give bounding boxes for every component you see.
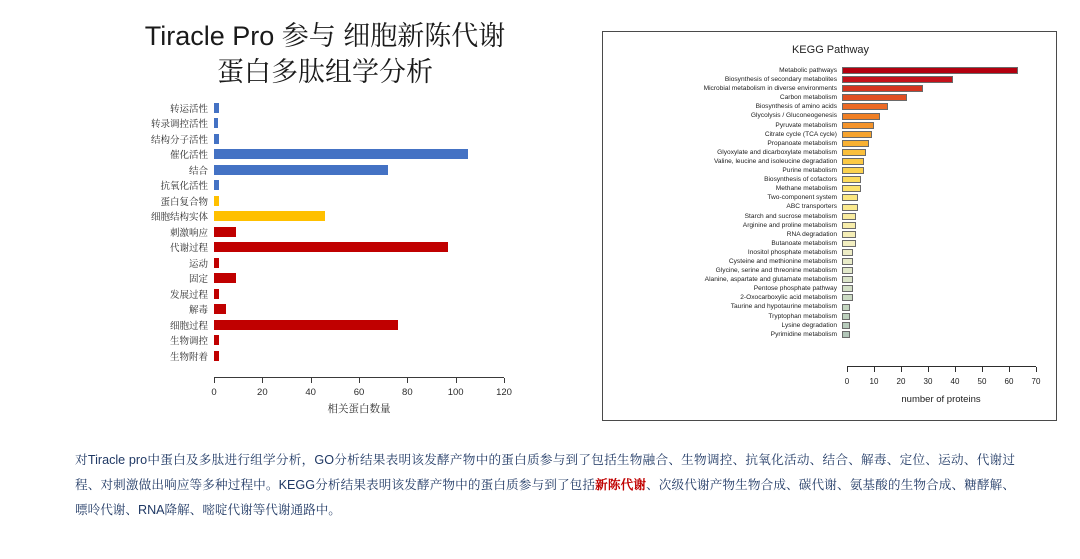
kegg-bar	[842, 76, 953, 83]
kegg-bar	[842, 185, 861, 192]
kegg-bar	[842, 67, 1018, 74]
kegg-axis-tick	[982, 367, 983, 372]
kegg-bar-cell	[842, 157, 1045, 166]
kegg-bar	[842, 140, 869, 147]
kegg-chart-row	[613, 212, 1048, 221]
kegg-bar	[842, 313, 850, 320]
go-bar-cell	[214, 131, 544, 147]
kegg-bar-cell	[842, 111, 1045, 120]
go-bar-cell	[214, 178, 544, 194]
kegg-category-label: Two-component system	[767, 194, 837, 202]
go-bar	[214, 227, 236, 237]
kegg-bar-cell	[842, 293, 1045, 302]
go-bar	[214, 134, 219, 144]
go-bar	[214, 304, 226, 314]
kegg-category-label: Butanoate metabolism	[771, 239, 837, 247]
go-chart-row	[120, 116, 550, 132]
kegg-bar-cell	[842, 302, 1045, 311]
kegg-chart-row	[613, 275, 1048, 284]
kegg-chart-row	[613, 84, 1048, 93]
go-axis-tick-label: 60	[353, 387, 365, 398]
go-bar	[214, 351, 219, 361]
go-bar	[214, 211, 325, 221]
go-bar-cell	[214, 116, 544, 132]
kegg-category-label: Pyruvate metabolism	[775, 121, 837, 129]
kegg-bar	[842, 94, 907, 101]
go-bar-cell	[214, 162, 544, 178]
go-chart-row	[120, 209, 550, 225]
kegg-bar	[842, 149, 866, 156]
kegg-chart-row	[613, 175, 1048, 184]
kegg-chart-row	[613, 130, 1048, 139]
kegg-chart-row	[613, 102, 1048, 111]
kegg-axis-tick	[955, 367, 956, 372]
kegg-bar-cell	[842, 66, 1045, 75]
kegg-bar	[842, 267, 853, 274]
go-category-label: 转运活性	[169, 103, 208, 115]
kegg-bar-cell	[842, 121, 1045, 130]
kegg-bar-cell	[842, 248, 1045, 257]
kegg-bar-cell	[842, 75, 1045, 84]
go-chart-row	[120, 224, 550, 240]
kegg-category-label: Propanoate metabolism	[767, 139, 837, 147]
go-axis-tick	[311, 378, 312, 383]
kegg-category-label: Cysteine and methionine metabolism	[728, 257, 837, 265]
kegg-category-label: Glyoxylate and dicarboxylate metabolism	[717, 148, 837, 156]
kegg-category-label: Carbon metabolism	[779, 94, 837, 102]
kegg-chart-row	[613, 266, 1048, 275]
kegg-bar	[842, 204, 858, 211]
kegg-category-label: Inositol phosphate metabolism	[747, 248, 837, 256]
kegg-chart-row	[613, 293, 1048, 302]
go-bar	[214, 196, 219, 206]
kegg-bar-cell	[842, 193, 1045, 202]
go-bar-cell	[214, 209, 544, 225]
kegg-bar-cell	[842, 184, 1045, 193]
kegg-category-label: Microbial metabolism in diverse environments	[703, 85, 837, 93]
title-line-2: 蛋白多肽组学分析	[217, 57, 433, 88]
kegg-bar	[842, 122, 874, 129]
kegg-bar-cell	[842, 312, 1045, 321]
go-axis-tick-label: 100	[447, 387, 464, 398]
go-bar	[214, 320, 398, 330]
go-category-label: 催化活性	[169, 150, 208, 162]
go-chart-rows	[120, 100, 550, 364]
go-bar-cell	[214, 224, 544, 240]
kegg-category-label: Metabolic pathways	[779, 67, 837, 74]
kegg-category-label: Lysine degradation	[781, 321, 837, 329]
go-bar-cell	[214, 302, 544, 318]
go-bar	[214, 149, 468, 159]
kegg-axis-tick-label: 10	[869, 377, 879, 386]
kegg-bar	[842, 322, 850, 329]
kegg-axis-tick-label: 30	[923, 377, 933, 386]
go-category-label: 生物调控	[169, 336, 208, 348]
kegg-chart-row	[613, 230, 1048, 239]
kegg-bar-cell	[842, 212, 1045, 221]
go-chart-row	[120, 348, 550, 364]
go-axis-tick-label: 40	[305, 387, 316, 398]
kegg-bar	[842, 194, 858, 201]
kegg-category-label: Glycine, serine and threonine metabolism	[715, 267, 837, 275]
go-category-label: 固定	[188, 274, 208, 286]
kegg-chart-row	[613, 202, 1048, 211]
go-category-label: 发展过程	[169, 289, 208, 301]
kegg-chart-row	[613, 157, 1048, 166]
kegg-bar	[842, 249, 853, 256]
kegg-bar	[842, 103, 888, 110]
caption-part-2: 、次级代谢产物生物合成、碳代谢、氨基酸的生物合成、糖酵解、嘌呤代谢、RNA降解、嘧啶代谢等代谢通路中。	[75, 478, 1016, 518]
kegg-chart-row	[613, 302, 1048, 311]
go-bar	[214, 103, 219, 113]
kegg-bar-cell	[842, 230, 1045, 239]
kegg-bar-cell	[842, 202, 1045, 211]
go-axis-tick	[504, 378, 505, 383]
title-line-1: Tiracle Pro 参与 细胞新陈代谢	[144, 21, 506, 51]
go-chart-row	[120, 302, 550, 318]
go-bar-cell	[214, 240, 544, 256]
kegg-chart-row	[613, 284, 1048, 293]
kegg-category-label: Alanine, aspartate and glutamate metabolism	[704, 276, 837, 284]
kegg-axis-tick-label: 0	[844, 377, 850, 386]
kegg-axis-tick	[901, 367, 902, 372]
kegg-axis-tick	[847, 367, 848, 372]
kegg-bar	[842, 113, 880, 120]
go-axis-tick	[214, 378, 215, 383]
go-axis-xlabel: 相关蛋白数量	[327, 403, 391, 415]
kegg-category-label: Biosynthesis of amino acids	[755, 103, 837, 111]
kegg-bar	[842, 222, 856, 229]
go-category-label: 结合	[188, 165, 208, 177]
kegg-chart-row	[613, 66, 1048, 75]
go-bar-chart	[120, 100, 550, 415]
go-bar	[214, 180, 219, 190]
go-category-label: 蛋白复合物	[160, 196, 208, 208]
kegg-category-label: Citrate cycle (TCA cycle)	[764, 130, 837, 138]
go-bar	[214, 242, 448, 252]
kegg-bar	[842, 285, 853, 292]
kegg-category-label: Pentose phosphate pathway	[753, 285, 837, 293]
go-bar	[214, 258, 219, 268]
caption-text	[75, 448, 1015, 524]
kegg-bar	[842, 85, 923, 92]
kegg-bar-cell	[842, 130, 1045, 139]
go-axis-tick	[262, 378, 263, 383]
kegg-axis-tick	[874, 367, 875, 372]
kegg-axis-tick-label: 50	[977, 377, 987, 386]
go-chart-row	[120, 271, 550, 287]
go-bar	[214, 118, 218, 128]
go-chart-row	[120, 193, 550, 209]
kegg-chart-row	[613, 148, 1048, 157]
kegg-axis-tick	[1009, 367, 1010, 372]
go-chart-row	[120, 131, 550, 147]
kegg-bar	[842, 213, 856, 220]
kegg-chart-row	[613, 111, 1048, 120]
go-bar-cell	[214, 255, 544, 271]
kegg-bar-cell	[842, 166, 1045, 175]
go-chart-row	[120, 178, 550, 194]
kegg-axis-tick	[1036, 367, 1037, 372]
go-chart-row	[120, 240, 550, 256]
kegg-bar	[842, 231, 856, 238]
kegg-category-label: RNA degradation	[786, 230, 837, 238]
kegg-bar	[842, 258, 853, 265]
go-bar-cell	[214, 317, 544, 333]
kegg-axis-tick-label: 60	[1004, 377, 1014, 386]
kegg-category-label: Biosynthesis of cofactors	[764, 176, 837, 184]
go-chart-row	[120, 286, 550, 302]
kegg-chart-row	[613, 184, 1048, 193]
kegg-chart-rows	[613, 66, 1048, 339]
kegg-chart-row	[613, 121, 1048, 130]
kegg-axis-line	[847, 366, 1036, 367]
kegg-category-label: 2-Oxocarboxylic acid metabolism	[740, 294, 837, 302]
go-axis-tick-label: 120	[496, 387, 512, 398]
go-bar-cell	[214, 348, 544, 364]
go-bar	[214, 289, 219, 299]
kegg-bar	[842, 131, 872, 138]
kegg-chart-row	[613, 139, 1048, 148]
go-category-label: 生物附着	[169, 351, 208, 363]
go-category-label: 运动	[188, 258, 208, 270]
kegg-bar-cell	[842, 84, 1045, 93]
caption-highlight: 新陈代谢	[595, 478, 647, 493]
kegg-bar	[842, 304, 850, 311]
go-bar-cell	[214, 147, 544, 163]
kegg-chart-row	[613, 312, 1048, 321]
kegg-category-label: Methane metabolism	[775, 185, 837, 193]
kegg-category-label: ABC transporters	[786, 203, 837, 211]
go-axis-tick-label: 80	[402, 387, 413, 398]
kegg-bar-cell	[842, 284, 1045, 293]
kegg-chart-row	[613, 75, 1048, 84]
go-bar-cell	[214, 193, 544, 209]
go-category-label: 解毒	[188, 305, 208, 317]
kegg-category-label: Arginine and proline metabolism	[742, 221, 837, 229]
kegg-bar-cell	[842, 93, 1045, 102]
go-bar-cell	[214, 100, 544, 116]
kegg-bar-cell	[842, 275, 1045, 284]
kegg-chart-row	[613, 239, 1048, 248]
kegg-bar	[842, 167, 864, 174]
kegg-bar-cell	[842, 221, 1045, 230]
kegg-chart-row	[613, 257, 1048, 266]
kegg-axis-tick	[928, 367, 929, 372]
go-category-label: 细胞过程	[169, 320, 208, 332]
kegg-chart-row	[613, 166, 1048, 175]
kegg-bar-cell	[842, 148, 1045, 157]
kegg-bar-cell	[842, 266, 1045, 275]
page-title	[100, 18, 550, 91]
go-axis-tick	[456, 378, 457, 383]
kegg-bar-cell	[842, 239, 1045, 248]
caption-part-1: 对Tiracle pro中蛋白及多肽进行组学分析，GO分析结果表明该发酵产物中的蛋白质参与到了包括生物融合、生物调控、抗氧化活动、结合、解毒、定位、运动、代谢过程、对刺激做出响应等多种过程中。KEGG分析结果表明该发酵产物中的蛋白质参与到了包括	[75, 453, 1015, 493]
go-category-label: 结构分子活性	[150, 134, 208, 146]
kegg-category-label: Valine, leucine and isoleucine degradation	[713, 157, 837, 165]
kegg-category-label: Pyrimidine metabolism	[770, 330, 837, 338]
kegg-bar	[842, 176, 861, 183]
go-chart-row	[120, 162, 550, 178]
kegg-bar-cell	[842, 102, 1045, 111]
go-category-label: 转录调控活性	[150, 119, 208, 131]
go-bar-cell	[214, 271, 544, 287]
kegg-bar	[842, 158, 864, 165]
kegg-axis-tick-label: 20	[896, 377, 906, 386]
go-chart-row	[120, 333, 550, 349]
go-chart-row	[120, 100, 550, 116]
kegg-bar-cell	[842, 139, 1045, 148]
go-bar-cell	[214, 286, 544, 302]
kegg-category-label: Glycolysis / Gluconeogenesis	[750, 112, 837, 120]
go-category-label: 代谢过程	[169, 243, 208, 255]
kegg-category-label: Taurine and hypotaurine metabolism	[730, 303, 837, 311]
kegg-axis-xlabel: number of proteins	[901, 394, 981, 405]
go-bar	[214, 165, 388, 175]
go-axis-tick	[407, 378, 408, 383]
kegg-category-label: Biosynthesis of secondary metabolites	[724, 76, 837, 84]
go-category-label: 抗氧化活性	[160, 181, 208, 193]
kegg-axis-tick-label: 40	[950, 377, 960, 386]
kegg-category-label: Starch and sucrose metabolism	[744, 212, 837, 220]
kegg-chart-row	[613, 193, 1048, 202]
kegg-bar-chart	[613, 66, 1048, 411]
kegg-bar-cell	[842, 321, 1045, 330]
kegg-bar-cell	[842, 330, 1045, 339]
kegg-chart-title: KEGG Pathway	[791, 44, 870, 56]
go-chart-row	[120, 317, 550, 333]
go-axis-line	[214, 377, 504, 378]
kegg-axis-tick-label: 70	[1031, 377, 1041, 386]
kegg-chart-row	[613, 330, 1048, 339]
kegg-bar	[842, 276, 853, 283]
kegg-bar-cell	[842, 175, 1045, 184]
kegg-bar	[842, 294, 853, 301]
kegg-chart-row	[613, 93, 1048, 102]
kegg-category-label: Tryptophan metabolism	[768, 312, 837, 320]
kegg-panel	[602, 31, 1057, 421]
go-axis-tick-label: 0	[211, 387, 217, 398]
go-chart-row	[120, 255, 550, 271]
go-chart-row	[120, 147, 550, 163]
go-bar	[214, 335, 219, 345]
kegg-chart-row	[613, 321, 1048, 330]
go-category-label: 刺激响应	[169, 227, 208, 239]
kegg-chart-row	[613, 248, 1048, 257]
go-bar-cell	[214, 333, 544, 349]
kegg-bar-cell	[842, 257, 1045, 266]
kegg-chart-row	[613, 221, 1048, 230]
kegg-category-label: Purine metabolism	[782, 167, 837, 175]
kegg-bar	[842, 331, 850, 338]
go-category-label: 细胞结构实体	[150, 212, 208, 224]
go-axis-tick-label: 20	[257, 387, 268, 398]
go-bar	[214, 273, 236, 283]
kegg-bar	[842, 240, 856, 247]
go-axis-tick	[359, 378, 360, 383]
